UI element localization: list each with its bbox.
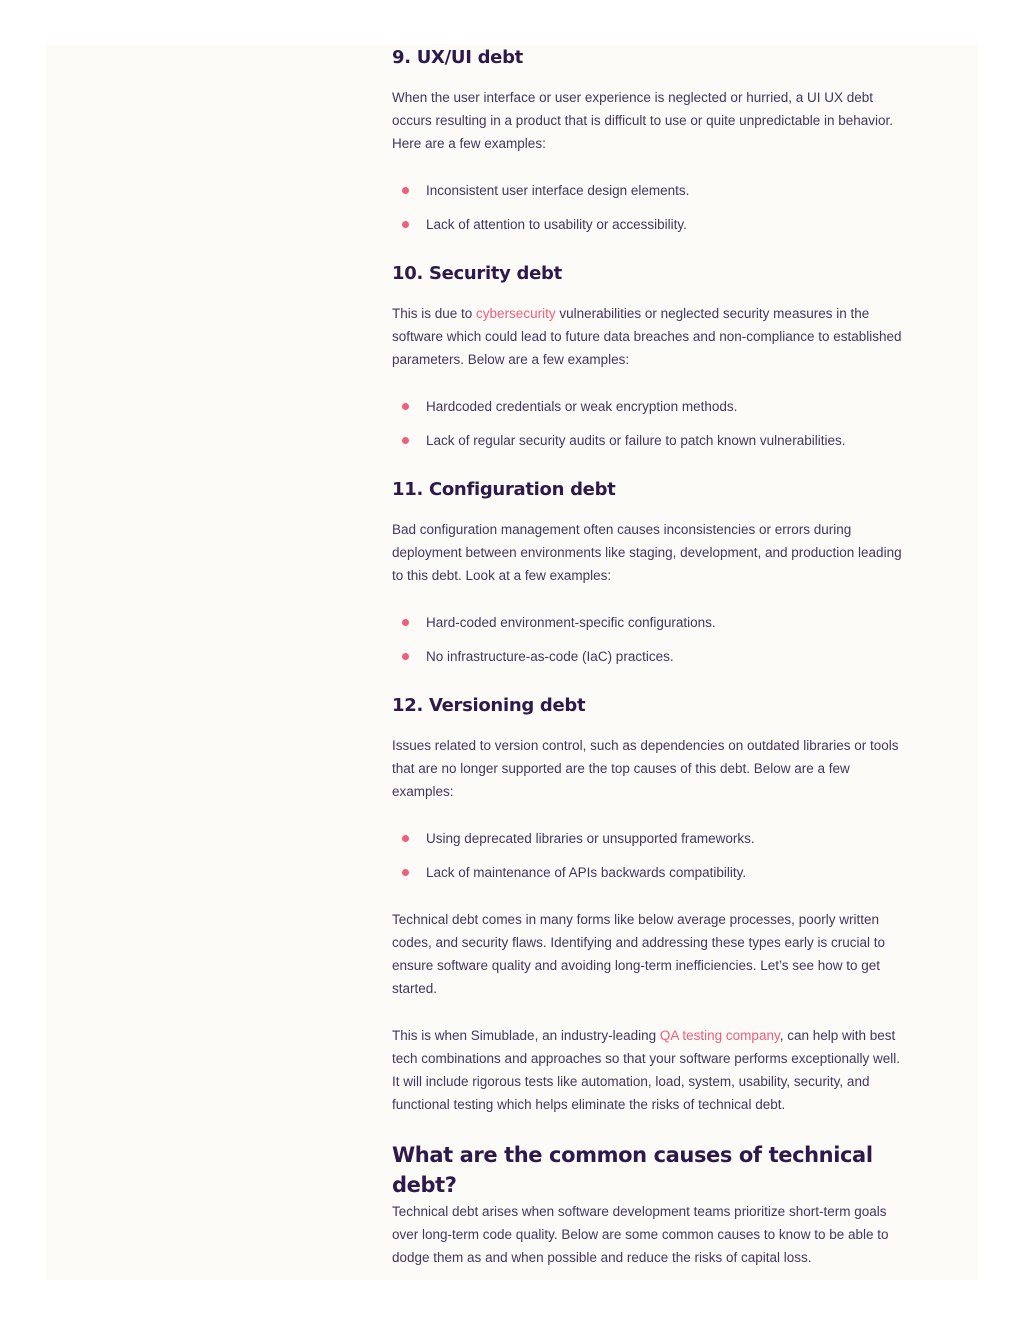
causes-intro: Technical debt arises when software development teams prioritize short-term goals over long-term code quality. Below are some common causes to know to be able to dodge them as and when possible and reduce the risks of capital loss. bbox=[392, 1204, 889, 1265]
bullet-dot-icon bbox=[402, 653, 409, 660]
bullet-dot-icon bbox=[402, 869, 409, 876]
list-item bbox=[392, 213, 904, 236]
bullet-dot-icon bbox=[402, 187, 409, 194]
intro-text: vulnerabilities or neglected security measures in the software which could lead to future data breaches and non-compliance to established parameters. Below are a few examples: bbox=[392, 306, 902, 367]
list-item-text: Hardcoded credentials or weak encryption methods. bbox=[426, 399, 738, 414]
bullet-list bbox=[392, 611, 904, 668]
qa-testing-company-link[interactable]: QA testing company bbox=[659, 1028, 780, 1043]
causes-heading: What are the common causes of technical debt? bbox=[392, 1143, 873, 1197]
list-item-text: Lack of maintenance of APIs backwards compatibility. bbox=[426, 865, 747, 880]
list-item-text: Lack of regular security audits or failure to patch known vulnerabilities. bbox=[426, 433, 846, 448]
list-item bbox=[392, 179, 904, 202]
bullet-dot-icon bbox=[402, 403, 409, 410]
list-item-text: Inconsistent user interface design elements. bbox=[426, 183, 690, 198]
list-item-text: Hard-coded environment-specific configurations. bbox=[426, 615, 716, 630]
bullet-dot-icon bbox=[402, 437, 409, 444]
bullet-list bbox=[392, 179, 904, 236]
paragraph-text: , can help with best tech combinations and approaches so that your software performs exceptionally well. It will include rigorous tests like automation, load, system, usability, security, and functional testing which helps eliminate the risks of technical debt. bbox=[392, 1028, 901, 1112]
bullet-dot-icon bbox=[402, 835, 409, 842]
cybersecurity-link[interactable]: cybersecurity bbox=[476, 306, 556, 321]
section-ux-ui-debt bbox=[392, 44, 904, 236]
section-versioning-debt bbox=[392, 692, 904, 884]
article-body bbox=[392, 44, 904, 1269]
section-heading: 10. Security debt bbox=[392, 263, 562, 284]
intro-text: This is due to bbox=[392, 306, 477, 321]
bullet-list bbox=[392, 395, 904, 452]
summary-paragraph: Technical debt comes in many forms like below average processes, poorly written codes, and security flaws. Identifying and addressing these types early is crucial to ensure software quality and avoiding long-term inefficiencies. Let’s see how to get started. bbox=[392, 912, 886, 996]
section-intro: Bad configuration management often causes inconsistencies or errors during deployment between environments like staging, development, and production leading to this debt. Look at a few examples: bbox=[392, 522, 902, 583]
list-item bbox=[392, 395, 904, 418]
section-security-debt bbox=[392, 260, 904, 452]
section-intro: Issues related to version control, such as dependencies on outdated libraries or tools that are no longer supported are the top causes of this debt. Below are a few examples: bbox=[392, 738, 899, 799]
list-item bbox=[392, 861, 904, 884]
paragraph-text: This is when Simublade, an industry-leading bbox=[392, 1028, 660, 1043]
list-item-text: Lack of attention to usability or accessibility. bbox=[426, 217, 687, 232]
list-item-text: Using deprecated libraries or unsupported frameworks. bbox=[426, 831, 755, 846]
section-intro: When the user interface or user experience is neglected or hurried, a UI UX debt occurs resulting in a product that is difficult to use or quite unpredictable in behavior. Here are a few examples: bbox=[392, 90, 894, 151]
section-configuration-debt bbox=[392, 476, 904, 668]
bullet-list bbox=[392, 827, 904, 884]
simublade-paragraph bbox=[392, 1024, 904, 1116]
section-heading: 9. UX/UI debt bbox=[392, 47, 523, 68]
list-item bbox=[392, 429, 904, 452]
list-item bbox=[392, 645, 904, 668]
bullet-dot-icon bbox=[402, 619, 409, 626]
section-intro bbox=[392, 302, 904, 371]
section-heading: 11. Configuration debt bbox=[392, 479, 616, 500]
list-item bbox=[392, 611, 904, 634]
section-heading: 12. Versioning debt bbox=[392, 695, 586, 716]
list-item bbox=[392, 827, 904, 850]
list-item-text: No infrastructure-as-code (IaC) practices. bbox=[426, 649, 674, 664]
bullet-dot-icon bbox=[402, 221, 409, 228]
